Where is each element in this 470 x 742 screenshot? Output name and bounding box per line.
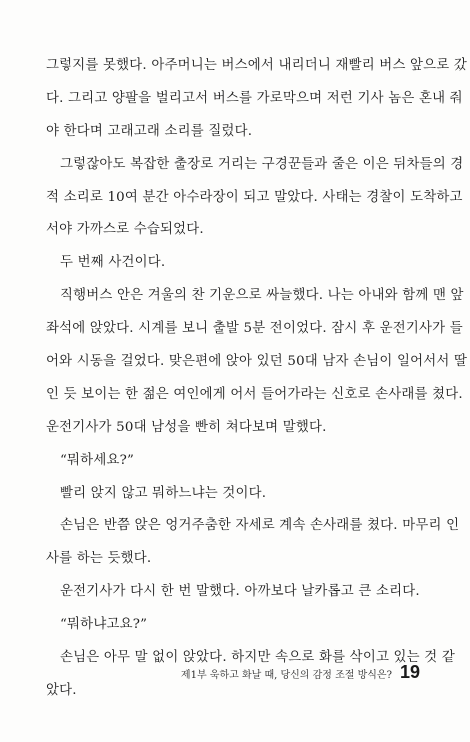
text-line: 손님은 반쯤 앉은 엉거주춤한 자세로 계속 손사래를 쳤다. 마무리 인 (60, 518, 460, 534)
text-line: 야 한다며 고래고래 소리를 질렀다. (46, 123, 253, 139)
page-footer (181, 662, 420, 686)
text-line: 았다. (46, 682, 77, 698)
text-line: “뭐하세요?” (60, 452, 135, 468)
body-text (46, 50, 468, 708)
text-line: 손님은 아무 말 없이 앉았다. 하지만 속으로 화를 삭이고 있는 것 같 (60, 650, 455, 666)
text-line: “뭐하냐고요?” (60, 617, 148, 633)
running-header: 제1부 욱하고 화날 때, 당신의 감정 조절 방식은? (180, 670, 392, 681)
text-line: 그렇잖아도 복잡한 출장로 거리는 구경꾼들과 줄은 이은 뒤차들의 경 (60, 156, 464, 172)
text-line: 인 듯 보이는 한 젊은 여인에게 어서 들어가라는 신호로 손사래를 쳤다. (46, 386, 463, 402)
text-line: 적 소리로 10여 분간 아수라장이 되고 말았다. 사태는 경찰이 도착하고 (46, 189, 463, 205)
text-line: 운전기사가 다시 한 번 말했다. 아까보다 날카롭고 큰 소리다. (60, 584, 420, 600)
text-line: 사를 하는 듯했다. (46, 551, 152, 567)
text-line: 두 번째 사건이다. (60, 255, 166, 271)
text-line: 직행버스 안은 겨울의 찬 기운으로 싸늘했다. 나는 아내와 함께 맨 앞 (60, 288, 464, 304)
text-line: 빨리 앉지 않고 뭐하느냐는 것이다. (60, 485, 267, 501)
page-number: 19 (399, 662, 420, 682)
text-line: 서야 가까스로 수습되었다. (46, 222, 204, 238)
text-line: 좌석에 앉았다. 시계를 보니 출발 5분 전이었다. 잠시 후 운전기사가 들 (46, 321, 463, 337)
text-line: 어와 시동을 걸었다. 맞은편에 앉아 있던 50대 남자 손님이 일어서서 딸 (46, 354, 468, 370)
text-line: 그렇지를 못했다. 아주머니는 버스에서 내리더니 재빨리 버스 앞으로 갔 (46, 58, 468, 73)
text-line: 다. 그리고 양팔을 벌리고서 버스를 가로막으며 저런 기사 놈은 혼내 줘 (46, 90, 463, 106)
text-line: 운전기사가 50대 남성을 빤히 쳐다보며 말했다. (46, 419, 327, 435)
